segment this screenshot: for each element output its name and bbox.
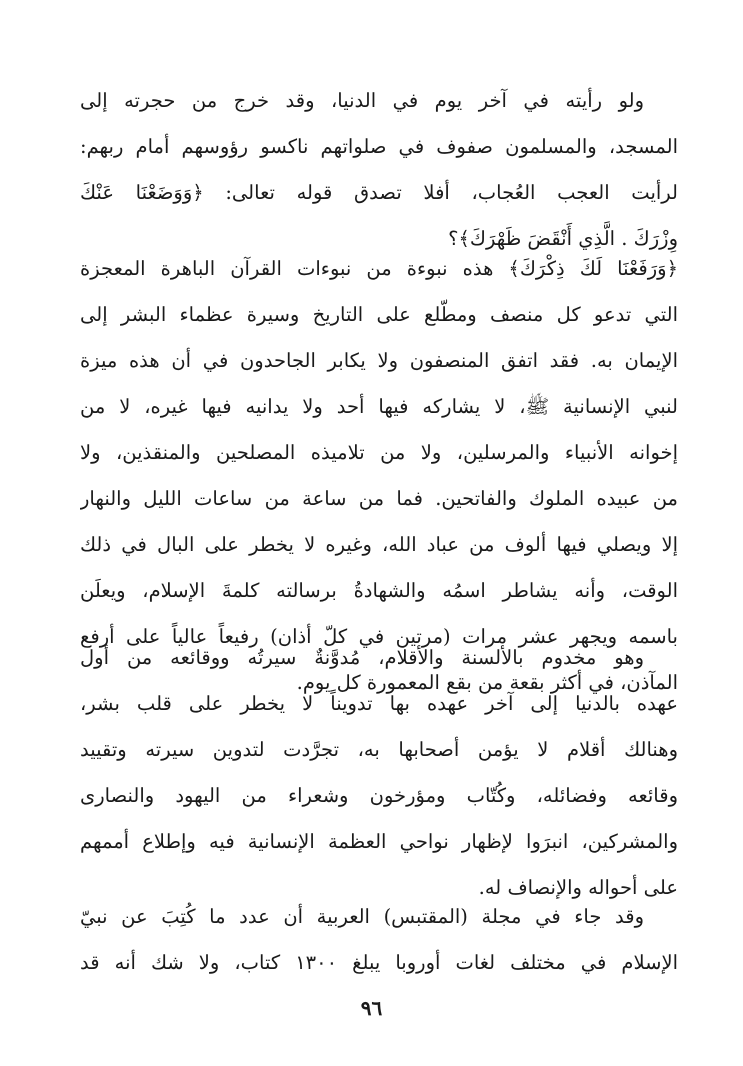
- page-number: ٩٦: [360, 996, 383, 1020]
- text-line: الإيمان به. فقد اتفق المنصفون ولا يكابر الجاحدون في أن هذه ميزة: [80, 349, 678, 372]
- text-line: المسجد، والمسلمون صفوف في صلواتهم ناكسو رؤوسهم أمام ربهم:: [80, 135, 678, 158]
- text-line: المآذن، في أكثر بقعة من بقع المعمورة كل يوم.: [296, 671, 678, 694]
- text-line: من عبيده الملوك والفاتحين. فما من ساعة من ساعات الليل والنهار: [80, 487, 678, 510]
- text-line: ﴿وَرَفَعْنَا لَكَ ذِكْرَكَ﴾ هذه نبوءة من نبوءات القرآن الباهرة المعجزة: [80, 257, 678, 280]
- text-line: الوقت، وأنه يشاطر اسمُه والشهادةُ برسالته كلمةَ الإسلام، ويعلَن: [80, 579, 678, 602]
- text-line: إلا ويصلي فيها ألوف من عباد الله، وغيره لا يخطر على البال في ذلك: [80, 533, 678, 556]
- text-line: عهده بالدنيا إلى آخر عهده بها تدويناً لا يخطر على قلب بشر،: [80, 692, 678, 715]
- text-line: ولو رأيته في آخر يوم في الدنيا، وقد خرج من حجرته إلى: [80, 89, 644, 112]
- text-line: على أحواله والإنصاف له.: [478, 876, 678, 899]
- text-line: وهنالك أقلام لا يؤمن أصحابها به، تجرَّدت لتدوين سيرته وتقييد: [80, 738, 678, 761]
- text-line: باسمه ويجهر عشر مرات (مرتين في كلّ أذان) رفيعاً عالياً على أرفع: [80, 625, 678, 648]
- text-line: والمشركين، انبرَوا لإظهار نواحي العظمة الإنسانية فيه وإطلاع أممهم: [80, 830, 678, 853]
- text-line: إخوانه الأنبياء والمرسلين، ولا من تلاميذه المصلحين والمنقذين، ولا: [80, 441, 678, 464]
- text-line: وهو مخدوم بالألسنة والأقلام، مُدوَّنةٌ سيرتُه ووقائعه من أول: [80, 646, 644, 669]
- text-line: وقد جاء في مجلة (المقتبس) العربية أن عدد ما كُتِبَ عن نبيّ: [80, 905, 644, 928]
- text-line: التي تدعو كل منصف ومطّلع على التاريخ وسيرة عظماء البشر إلى: [80, 303, 678, 326]
- text-line: لرأيت العجب العُجاب، أفلا تصدق قوله تعالى: ﴿وَوَضَعْنَا عَنْكَ: [80, 181, 678, 204]
- text-line: وقائعه وفضائله، وكُتّاب ومؤرخون وشعراء من اليهود والنصارى: [80, 784, 678, 807]
- paragraph-1: [80, 78, 678, 262]
- text-line: لنبي الإنسانية ﷺ، لا يشاركه فيها أحد ولا يدانيه فيها غيره، لا من: [80, 395, 678, 418]
- text-line: وِزْرَكَ . الَّذِي أَنْقَضَ ظَهْرَكَ﴾؟: [448, 227, 678, 250]
- text-line: الإسلام في مختلف لغات أوروبا يبلغ ١٣٠٠ كتاب، ولا شك أنه قد: [80, 951, 678, 974]
- paragraph-3: [80, 635, 678, 911]
- paragraph-4: [80, 894, 678, 986]
